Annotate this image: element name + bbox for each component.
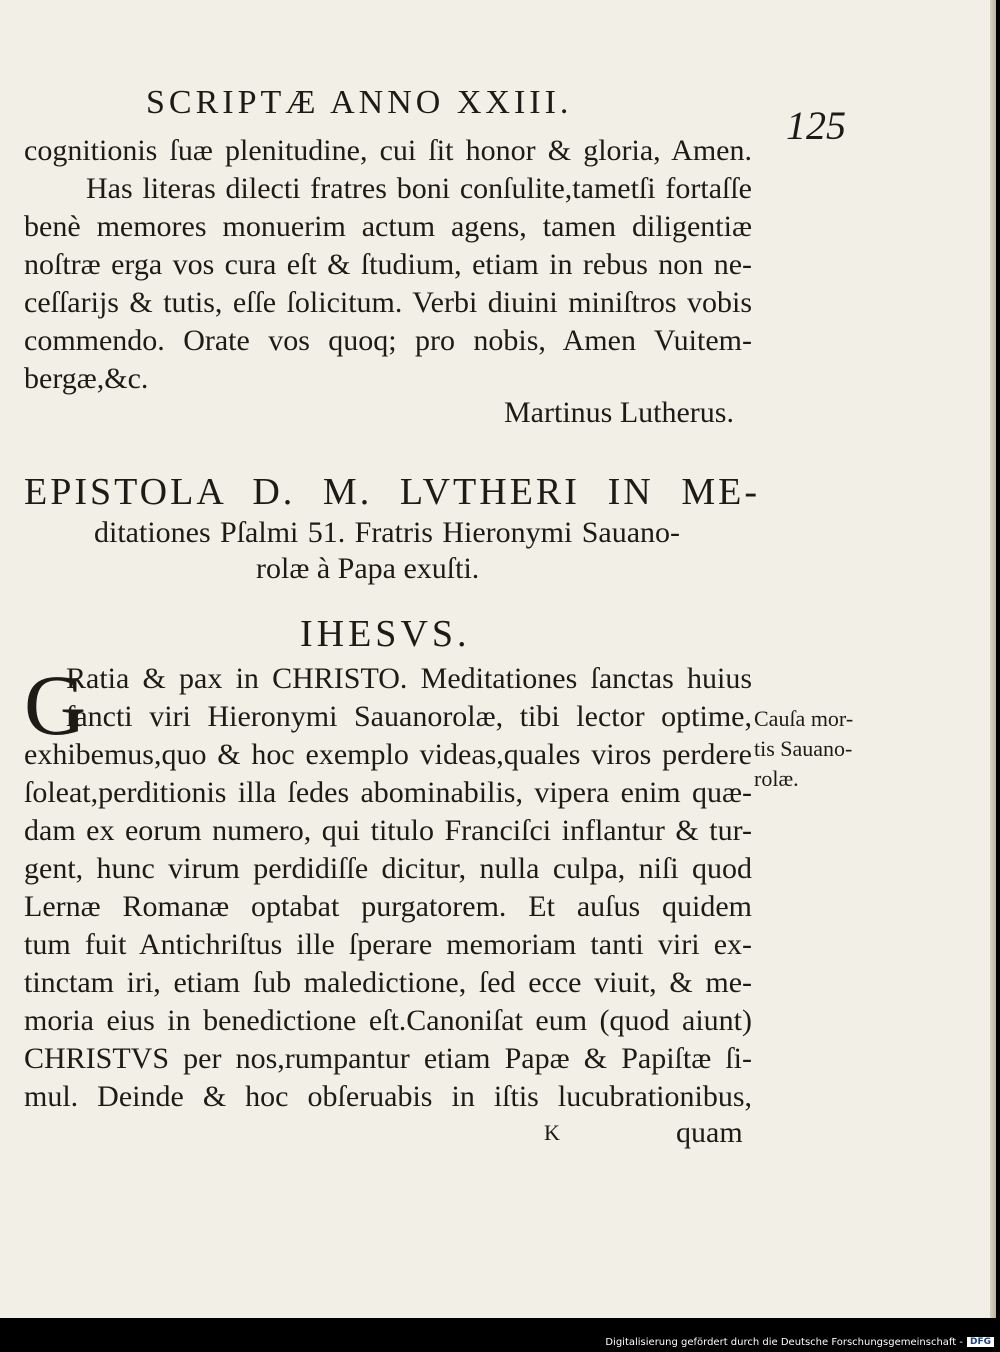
text-line: CHRISTVS per nos,rumpantur etiam Papæ & Papiſtæ ſi- bbox=[24, 1042, 752, 1075]
running-title: SCRIPTÆ ANNO XXIII. bbox=[146, 84, 573, 121]
digitization-credit bbox=[605, 1334, 1000, 1350]
text-line: commendo. Orate vos quoq; pro nobis, Amen Vuitem- bbox=[24, 324, 752, 357]
text-line: Ratia & pax in CHRISTO. Meditationes ſanctas huius bbox=[66, 662, 752, 695]
text-line: ſoleat,perditionis illa ſedes abominabilis, vipera enim quæ- bbox=[24, 776, 752, 809]
drop-cap-initial: G bbox=[24, 657, 87, 753]
text-line: moria eius in benedictione eſt.Canoniſat eum (quod aiunt) bbox=[24, 1004, 752, 1037]
signature-mark: K bbox=[544, 1120, 560, 1145]
text-line: dam ex eorum numero, qui titulo Franciſci inflantur & tur- bbox=[24, 814, 752, 847]
signature: Martinus Lutherus. bbox=[504, 396, 734, 429]
marginal-note: tis Sauano- bbox=[754, 736, 853, 761]
page-number: 125 bbox=[786, 103, 846, 148]
text-line: Has literas dilecti fratres boni conſulite,tametſi fortaſſe bbox=[86, 172, 752, 205]
text-line: exhibemus,quo & hoc exemplo videas,quales viros perdere bbox=[24, 738, 752, 771]
catchword: quam bbox=[676, 1116, 743, 1149]
text-line: benè memores monuerim actum agens, tamen diligentiæ bbox=[24, 210, 752, 243]
epistle-title-line: rolæ à Papa exuſti. bbox=[256, 552, 480, 585]
invocation-heading: IHESVS. bbox=[300, 613, 471, 655]
text-line: tum fuit Antichriſtus ille ſperare memoriam tanti viri ex- bbox=[24, 928, 752, 961]
text-line: gent, hunc virum perdidiſſe dicitur, nulla culpa, niſi quod bbox=[24, 852, 752, 885]
credit-text: Digitalisierung gefördert durch die Deutsche Forschungsgemeinschaft - bbox=[605, 1336, 963, 1348]
text-line: bergæ,&c. bbox=[24, 362, 149, 395]
text-line: ceſſarijs & tutis, eſſe ſolicitum. Verbi diuini miniſtros vobis bbox=[24, 286, 752, 319]
text-line: cognitionis ſuæ plenitudine, cui ſit honor & gloria, Amen. bbox=[24, 134, 752, 167]
epistle-title-line: ditationes Pſalmi 51. Fratris Hieronymi Sauano- bbox=[94, 516, 680, 549]
text-line: Lernæ Romanæ optabat purgatorem. Et auſus quidem bbox=[24, 890, 752, 923]
marginal-note: rolæ. bbox=[754, 766, 799, 791]
dfg-logo: DFG bbox=[967, 1337, 994, 1347]
epistle-title: EPISTOLA D. M. LVTHERI IN ME- bbox=[24, 471, 760, 513]
page-edge bbox=[990, 0, 996, 1318]
text-line: ſancti viri Hieronymi Sauanorolæ, tibi lector optime, bbox=[66, 700, 752, 733]
marginal-note: Cauſa mor- bbox=[754, 706, 854, 731]
text-line: mul. Deinde & hoc obſeruabis in iſtis lucubrationibus, bbox=[24, 1080, 752, 1113]
text-line: tinctam iri, etiam ſub maledictione, ſed ecce viuit, & me- bbox=[24, 966, 752, 999]
text-line: noſtræ erga vos cura eſt & ſtudium, etiam in rebus non ne- bbox=[24, 248, 752, 281]
